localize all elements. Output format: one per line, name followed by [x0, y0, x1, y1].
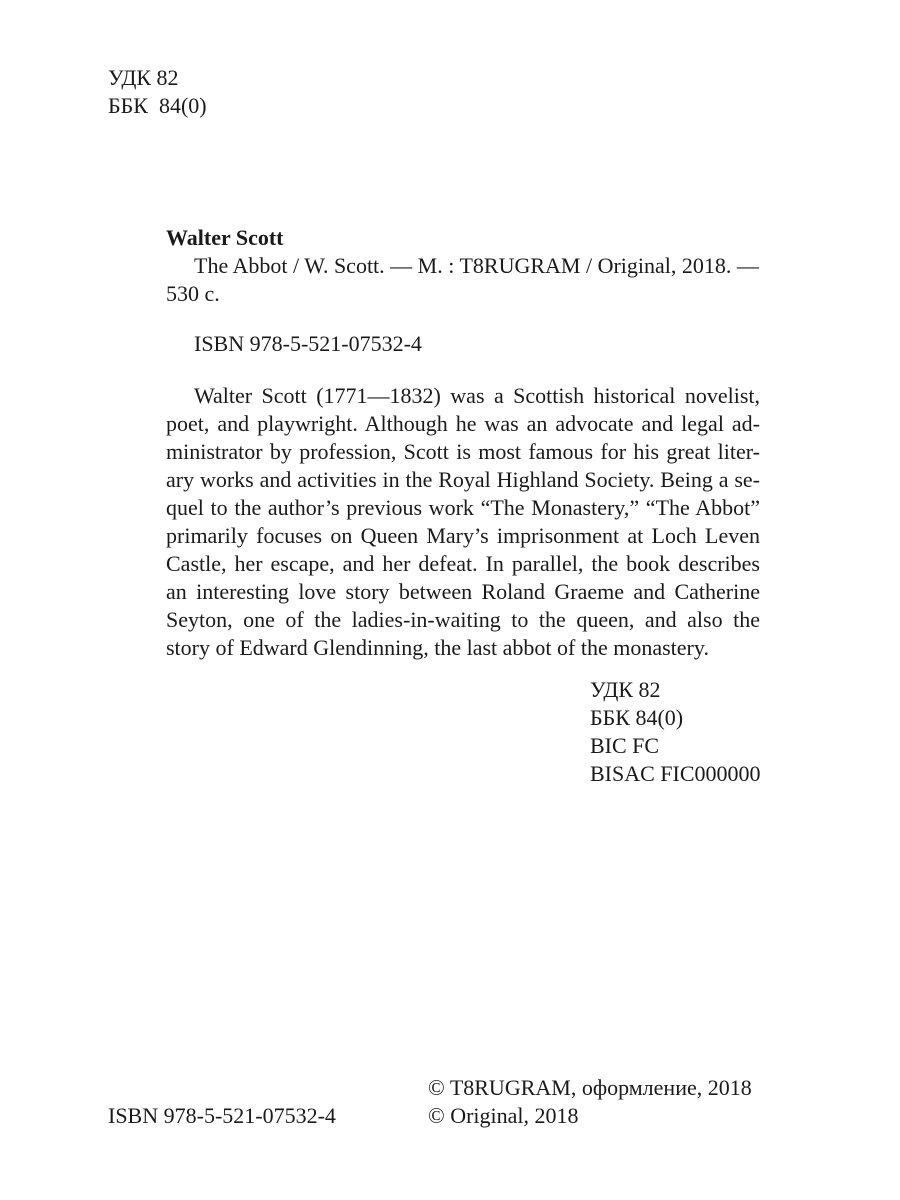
top-classification-codes — [108, 64, 207, 120]
annotation-line: primarily focuses on Queen Mary’s imprisonment at Loch Leven — [166, 523, 760, 548]
annotation-line: Seyton, one of the ladies-in-waiting to the queen, and also the — [166, 607, 760, 632]
annotation-line: quel to the author’s previous work “The Monastery,” “The Abbot” — [166, 495, 760, 520]
annotation-line: story of Edward Glendinning, the last abbot of the monastery. — [166, 635, 709, 660]
footer-isbn — [108, 1102, 336, 1130]
annotation-line: Walter Scott (1771—1832) was a Scottish historical novelist, — [194, 383, 760, 408]
isbn-text: ISBN 978-5-521-07532-4 — [108, 1103, 336, 1128]
annotation-line: Castle, her escape, and her defeat. In parallel, the book describes — [166, 551, 760, 576]
title-description: The Abbot / W. Scott. — M. : T8RUGRAM / Original, 2018. — — [194, 253, 759, 278]
isbn-entry — [194, 330, 422, 358]
annotation-line: ary works and activities in the Royal Highland Society. Being a se- — [166, 467, 760, 492]
page-count: 530 с. — [166, 281, 220, 306]
classification-codes — [590, 676, 761, 788]
bbk-code: ББК 84(0) — [108, 93, 207, 118]
udk-code: УДК 82 — [108, 65, 179, 90]
annotation-line: ministrator by profession, Scott is most famous for his great liter- — [166, 439, 760, 464]
annotation-line: poet, and playwright. Although he was an advocate and legal ad- — [166, 411, 760, 436]
bic-code: BIC FC — [590, 733, 660, 758]
author-name: Walter Scott — [166, 225, 284, 250]
udk-code: УДК 82 — [590, 677, 661, 702]
annotation-line: an interesting love story between Roland Graeme and Catherine — [166, 579, 760, 604]
copyright-original: © Original, 2018 — [428, 1103, 579, 1128]
bisac-code: BISAC FIC000000 — [590, 761, 761, 786]
copyright-design: © T8RUGRAM, оформление, 2018 — [428, 1075, 752, 1100]
annotation-paragraph — [166, 382, 760, 662]
isbn-text: ISBN 978-5-521-07532-4 — [194, 331, 422, 356]
bibliographic-entry — [166, 224, 766, 308]
bbk-code: ББК 84(0) — [590, 705, 684, 730]
copyright-notice — [428, 1074, 752, 1130]
